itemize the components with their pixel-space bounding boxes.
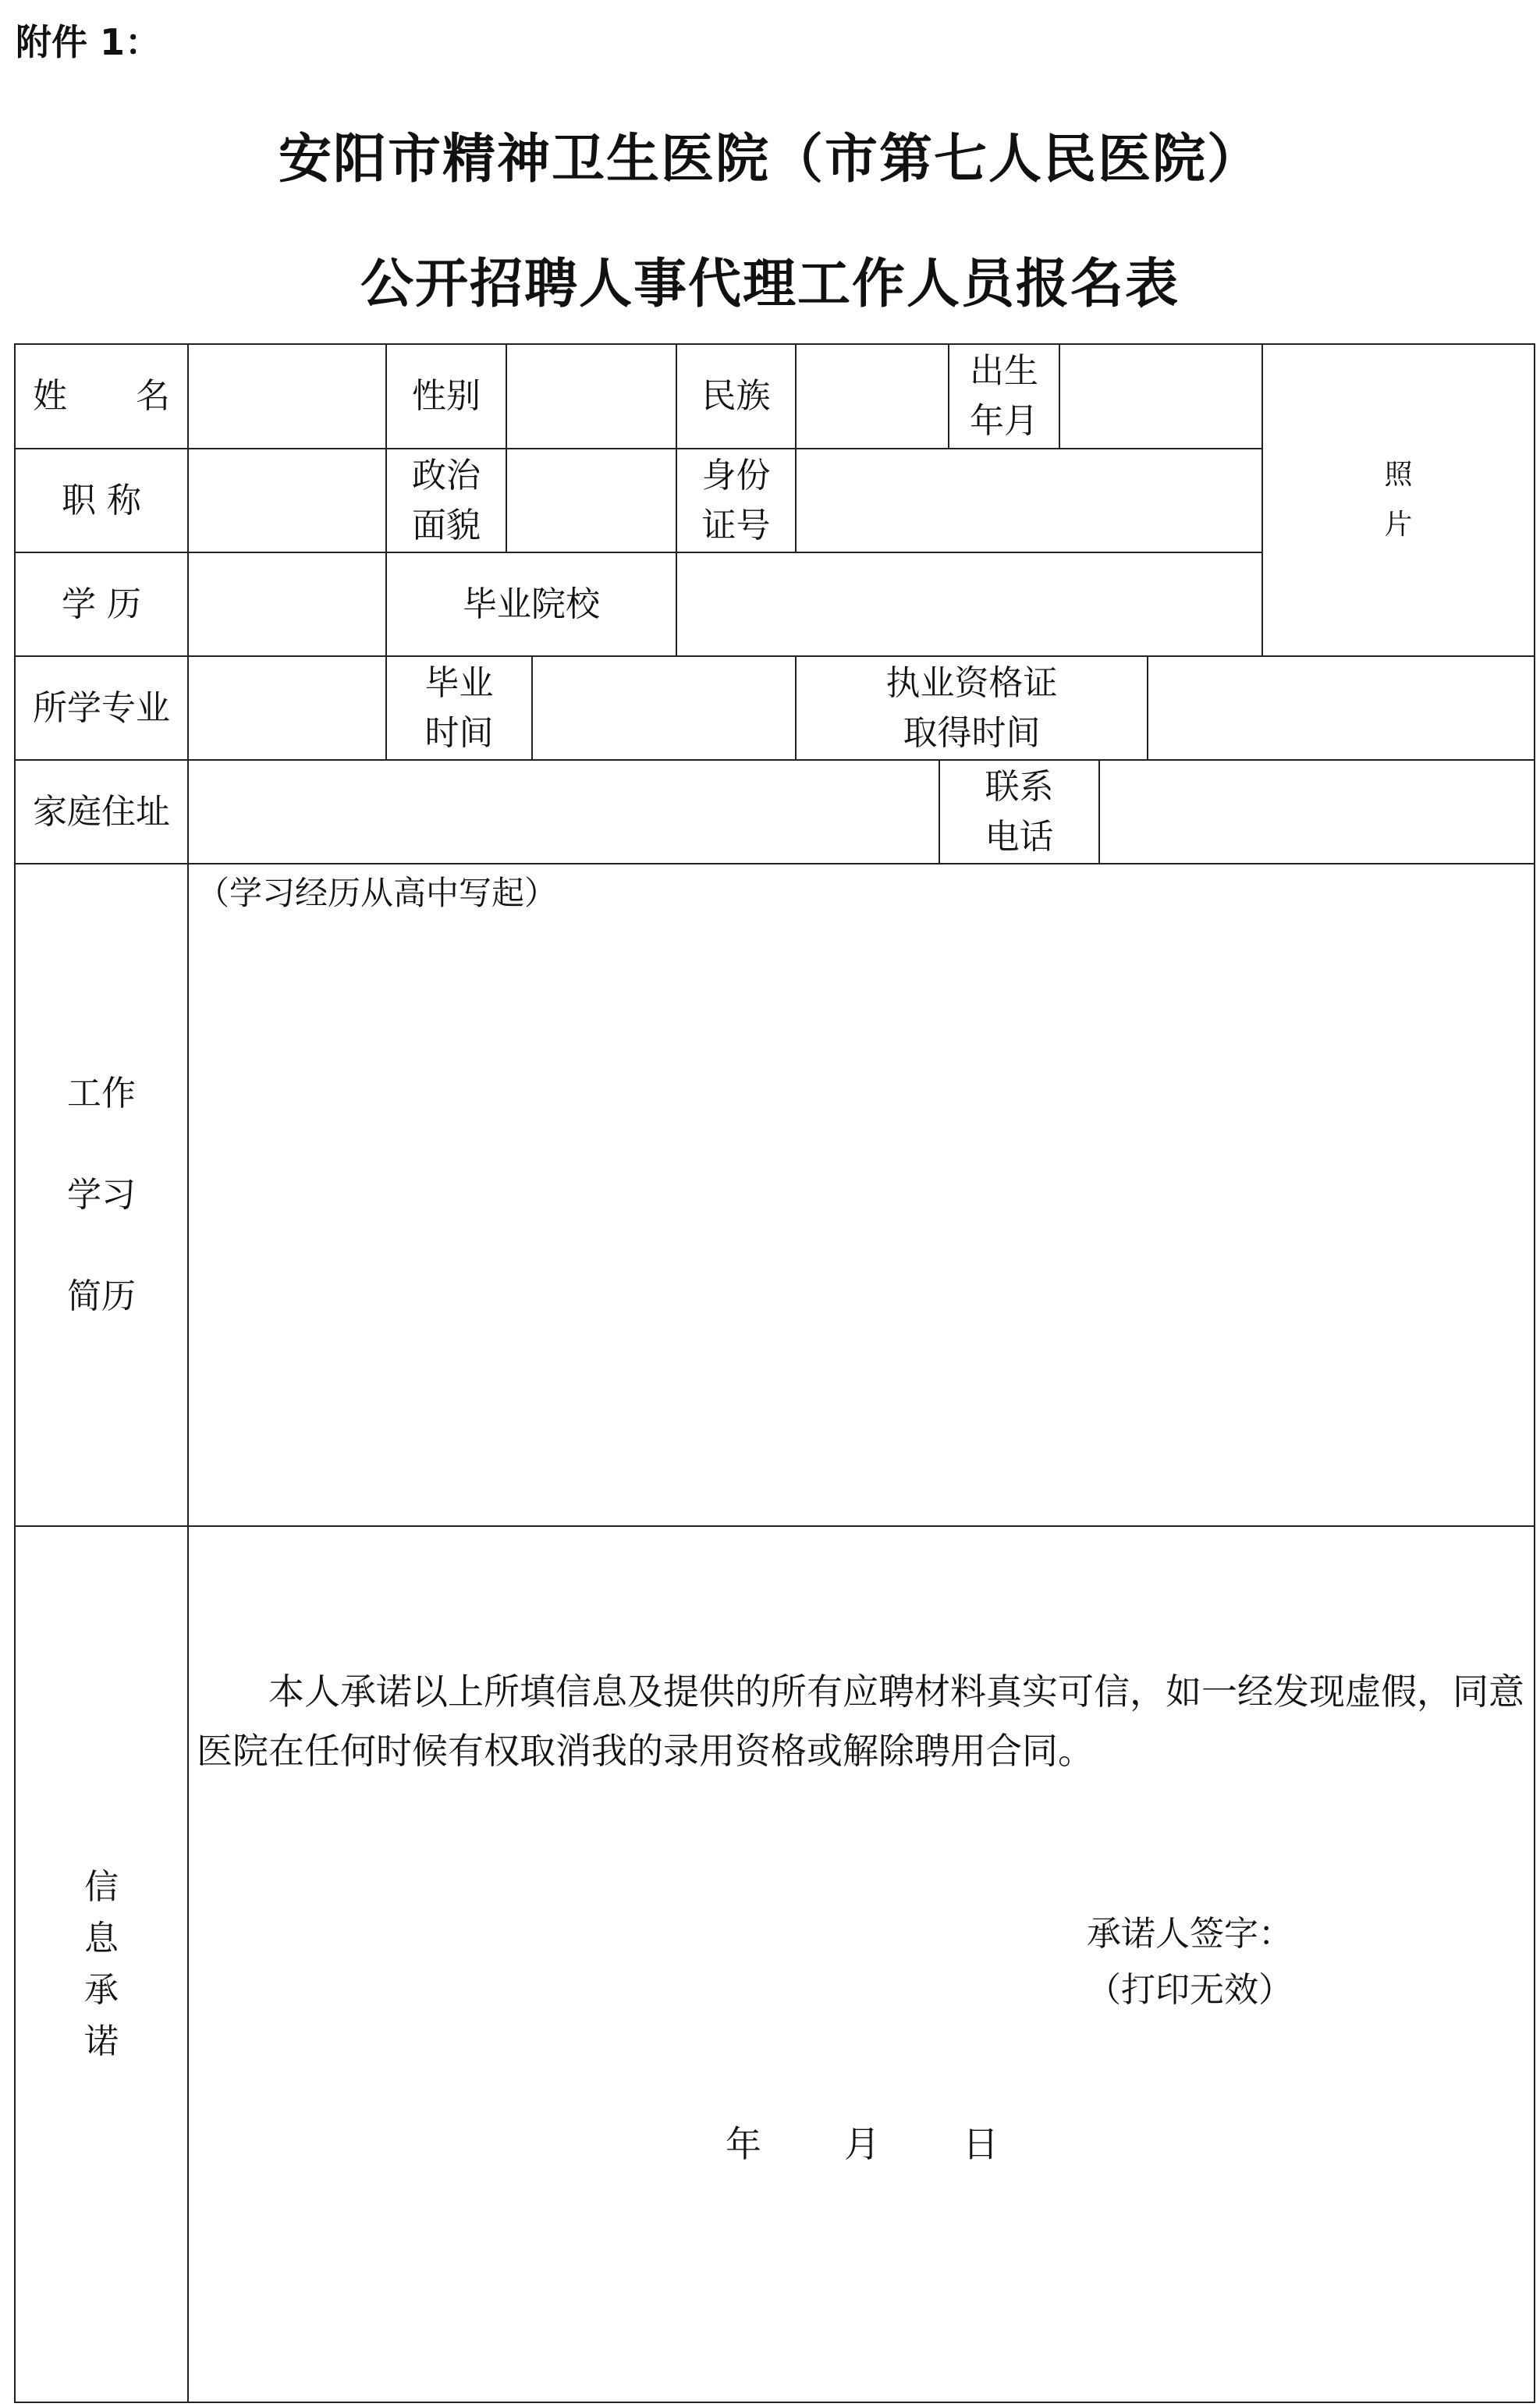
label-address: 家庭住址 (33, 791, 170, 832)
label-license-line2: 取得时间 (903, 712, 1041, 753)
input-id[interactable] (797, 449, 1261, 552)
label-politics-line1: 政治 (412, 455, 481, 495)
date-year: 年 (726, 2123, 761, 2165)
label-politics (387, 449, 506, 552)
label-education: 学 历 (62, 584, 141, 624)
photo-label-line2: 片 (1384, 509, 1413, 541)
label-ethnicity: 民族 (701, 376, 771, 416)
label-birth-line2: 年月 (970, 401, 1038, 441)
table-border-bottom (14, 2402, 1535, 2403)
signature-label: 承诺人签字： (1087, 1914, 1293, 1954)
pledge-text: 本人承诺以上所填信息及提供的所有应聘材料真实可信，如一经发现虚假，同意医院在任何时候有权取消我的录用资格或解除聘用合同。 (197, 1670, 1524, 1772)
label-birth (949, 345, 1059, 448)
label-pledge-3: 承 (84, 1969, 119, 2010)
input-address[interactable] (189, 761, 939, 863)
label-pledge (16, 1527, 187, 2402)
signature-field[interactable] (1201, 1891, 1498, 1985)
label-title: 职 称 (62, 480, 141, 520)
label-pledge-1: 信 (84, 1866, 119, 1907)
input-school[interactable] (677, 553, 1261, 655)
date-day: 日 (963, 2123, 999, 2165)
input-phone[interactable] (1100, 761, 1534, 863)
page-title: 安阳市精神卫生医院（市第七人民医院） (278, 129, 1261, 190)
label-resume-1: 工作 (67, 1073, 136, 1113)
input-license-time[interactable] (1148, 657, 1534, 759)
resume-note: （学习经历从高中写起） (197, 874, 558, 912)
label-id (677, 449, 795, 552)
label-id-line2: 证号 (701, 505, 771, 545)
input-politics[interactable] (507, 449, 676, 552)
label-pledge-4: 诺 (84, 2021, 119, 2061)
label-name: 姓 名 (33, 376, 170, 416)
table-border-right (1534, 343, 1535, 2403)
label-grad-time (387, 657, 531, 759)
label-phone-line1: 联系 (985, 766, 1054, 807)
label-politics-line2: 面貌 (412, 505, 481, 545)
attachment-label: 附件 1： (16, 21, 161, 63)
input-education[interactable] (189, 553, 385, 655)
label-license-line1: 执业资格证 (885, 662, 1058, 703)
input-name[interactable] (189, 345, 385, 448)
page-subtitle: 公开招聘人事代理工作人员报名表 (360, 254, 1180, 315)
label-pledge-2: 息 (84, 1918, 119, 1958)
label-birth-line1: 出生 (970, 351, 1038, 391)
input-major[interactable] (189, 657, 385, 759)
input-birth[interactable] (1060, 345, 1261, 448)
label-major: 所学专业 (33, 687, 170, 728)
label-resume (16, 864, 187, 1525)
label-grad-line1: 毕业 (424, 662, 494, 703)
label-phone-line2: 电话 (985, 816, 1054, 857)
input-resume[interactable] (189, 864, 1534, 1525)
label-resume-3: 简历 (67, 1276, 136, 1316)
label-id-line1: 身份 (701, 455, 771, 495)
photo-label-line1: 照 (1384, 459, 1413, 491)
label-phone (940, 761, 1098, 863)
label-grad-line2: 时间 (424, 712, 494, 753)
label-school: 毕业院校 (463, 584, 600, 624)
input-ethnicity[interactable] (797, 345, 948, 448)
signature-note: （打印无效） (1087, 1970, 1293, 2010)
input-title[interactable] (189, 449, 385, 552)
photo-box[interactable] (1263, 345, 1534, 655)
input-gender[interactable] (507, 345, 676, 448)
row-divider (14, 1525, 1535, 1527)
label-resume-2: 学习 (67, 1174, 136, 1215)
input-grad-time[interactable] (533, 657, 795, 759)
label-gender: 性别 (412, 376, 481, 416)
date-month: 月 (844, 2123, 880, 2165)
label-license-time (797, 657, 1147, 759)
